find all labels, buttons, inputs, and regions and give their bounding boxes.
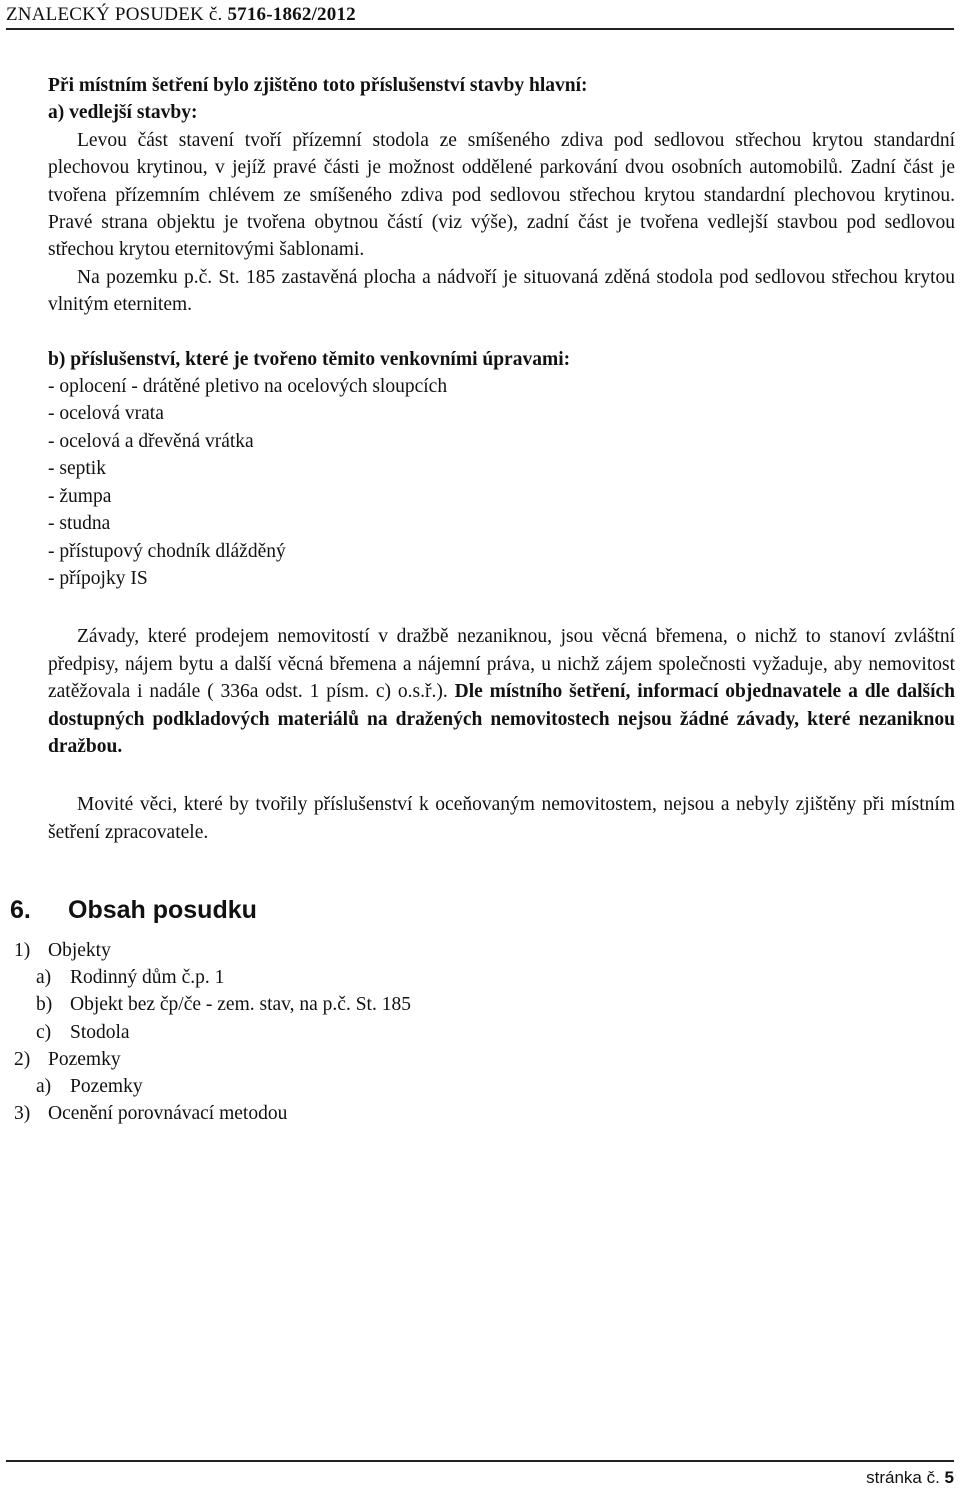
page-label: stránka č.	[866, 1468, 945, 1487]
outline-marker: a)	[36, 967, 52, 989]
contents-outline	[14, 937, 411, 1127]
defects-paragraph	[48, 623, 955, 760]
outline-marker: c)	[36, 1021, 52, 1043]
outline-text: Pozemky	[48, 1048, 121, 1070]
section-6-heading	[10, 896, 257, 925]
section-a-heading: a) vedlejší stavby:	[48, 102, 198, 124]
section-number: 6.	[10, 896, 31, 924]
defects-text: Závady, které prodejem nemovitostí v dražbě nezaniknou, jsou věcná břemena, o nichž to stanoví zvláštní předpisy, nájem bytu a další věcná břemena a nájemní práva, u nichž zájem společnosti vyžaduje, aby nemovitost zatěžovala i nadále ( 336a odst. 1 písm. c) o.s.ř.).	[48, 626, 955, 703]
spacer	[48, 319, 955, 346]
section-b-heading: b) příslušenství, které je tvořeno těmito venkovními úpravami:	[48, 348, 571, 370]
outline-item	[14, 1019, 411, 1046]
list-item: - oplocení - drátěné pletivo na ocelových sloupcích	[48, 376, 448, 398]
list-item: - septik	[48, 458, 106, 480]
outdoor-improvements-list	[48, 373, 955, 592]
outline-text: Stodola	[70, 1021, 130, 1043]
list-item: - ocelová a dřevěná vrátka	[48, 430, 254, 452]
outline-text: Ocenění porovnávací metodou	[48, 1103, 288, 1125]
outline-item	[14, 991, 411, 1018]
defects-conclusion: Dle místního šetření, informací objednavatele a dle dalších dostupných podkladových materiálů na dražených nemovitostech nejsou žádné závady, které nezaniknou dražbou.	[48, 681, 956, 757]
section-a-paragraph: Levou část stavení tvoří přízemní stodola ze smíšeného zdiva pod sedlovou střechou krytou standardní plechovou krytinou, v jejíž pravé části je možnost oddělené parkování dvou osobních automobilů. Zadní část je tvořena přízemním chlévem ze smíšeného zdiva pod sedlovou střechou krytou standardní plechovou krytinou. Pravé strana objektu je tvořena obytnou částí (viz výše), zadní část je tvořena vedlejší stavbou pod sedlovou střechou krytou eternitovými šablonami.	[48, 129, 955, 261]
list-item: - přístupový chodník dlážděný	[48, 540, 286, 562]
outline-item	[14, 1100, 411, 1127]
outline-marker: a)	[36, 1076, 52, 1098]
page-footer	[6, 1460, 954, 1489]
outline-text: Rodinný dům č.p. 1	[70, 967, 225, 989]
list-item: - ocelová vrata	[48, 403, 164, 425]
list-item: - žumpa	[48, 485, 112, 507]
document-body	[48, 72, 955, 846]
section-title: Obsah posudku	[68, 896, 257, 924]
outline-item	[14, 964, 411, 991]
intro-heading: Při místním šetření bylo zjištěno toto příslušenství stavby hlavní:	[48, 75, 588, 96]
outline-text: Objekty	[48, 940, 111, 961]
outline-marker: 3)	[14, 1103, 31, 1125]
report-title	[6, 4, 356, 26]
report-title-prefix: ZNALECKÝ POSUDEK č.	[6, 4, 228, 25]
outline-marker: 2)	[14, 1048, 31, 1070]
movables-paragraph: Movité věci, které by tvořily příslušenství k oceňovaným nemovitostem, nejsou a nebyly zjištěny při místním šetření zpracovatele.	[48, 794, 955, 843]
page-header	[6, 0, 954, 30]
section-a-paragraph-2: Na pozemku p.č. St. 185 zastavěná plocha a nádvoří je situovaná zděná stodola pod sedlovou střechou krytou vlnitým eternitem.	[48, 266, 955, 316]
spacer	[48, 592, 955, 623]
spacer	[48, 760, 955, 791]
outline-item	[14, 937, 411, 964]
report-number: 5716-1862/2012	[227, 4, 356, 25]
outline-text: Pozemky	[70, 1076, 143, 1098]
page-number-value: 5	[944, 1468, 954, 1487]
list-item: - studna	[48, 513, 111, 535]
outline-marker: b)	[36, 994, 53, 1016]
outline-item	[14, 1073, 411, 1100]
list-item: - přípojky IS	[48, 567, 148, 589]
outline-text: Objekt bez čp/če - zem. stav, na p.č. St. 185	[70, 994, 411, 1016]
page-number	[866, 1468, 954, 1488]
outline-marker: 1)	[14, 940, 31, 961]
outline-item	[14, 1046, 411, 1073]
